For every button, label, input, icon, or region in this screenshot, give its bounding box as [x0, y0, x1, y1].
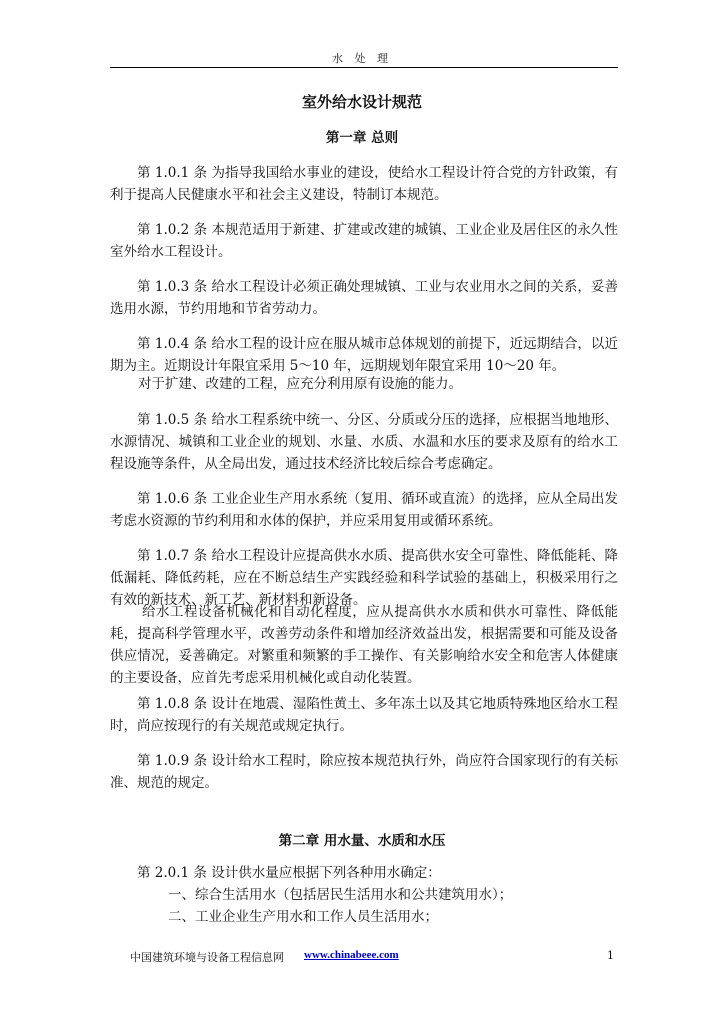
footer-site-name: 中国建筑环境与设备工程信息网 — [130, 951, 284, 964]
article-number: 第 1.0.5 条 — [137, 412, 208, 428]
article-text: 为指导我国给水事业的建设，使给水工程设计符合党的方针政策，有利于提高人民健康水平和社会主义建设，特制订本规范。 — [110, 165, 618, 203]
article-text: 给水工程系统中统一、分区、分质或分压的选择，应根据当地地形、水源情况、城镇和工业企业的规划、水量、水质、水温和水压的要求及原有的给水工程设施等条件，从全局出发，通过技术经济比较后综合考虑确定。 — [110, 412, 618, 472]
article-text: 给水工程设计必须正确处理城镇、工业与农业用水之间的关系，妥善选用水源，节约用地和节省劳动力。 — [110, 279, 618, 317]
list-item: 二、工业企业生产用水和工作人员生活用水； — [168, 909, 438, 925]
article-number: 第 1.0.8 条 — [137, 696, 208, 712]
article-number: 第 1.0.3 条 — [137, 279, 208, 295]
running-header: 水 处 理 — [332, 52, 392, 65]
article-number: 第 1.0.4 条 — [137, 336, 208, 352]
article-number: 第 1.0.7 条 — [137, 548, 208, 564]
article-2-0-1 — [110, 862, 618, 884]
article-text: 设计给水工程时，除应按本规范执行外，尚应符合国家现行的有关标准、规范的规定。 — [110, 753, 618, 791]
page-footer — [130, 949, 618, 967]
article-1-0-3 — [110, 276, 618, 320]
article-text: 工业企业生产用水系统（复用、循环或直流）的选择，应从全局出发考虑水资源的节约利用和水体的保护，并应采用复用或循环系统。 — [110, 491, 618, 529]
article-text: 给水工程设计应提高供水水质、提高供水安全可靠性、降低能耗、降低漏耗、降低药耗，应在不断总结生产实践经验和科学试验的基础上，积极采用行之有效的新技术、新工艺、新材料和新设备。 — [110, 548, 618, 608]
article-text: 本规范适用于新建、扩建或改建的城镇、工业企业及居住区的永久性室外给水工程设计。 — [110, 222, 618, 260]
article-text: 设计在地震、湿陷性黄土、多年冻土以及其它地质特殊地区给水工程时，尚应按现行的有关规范或规定执行。 — [110, 696, 618, 734]
chapter-2-title: 第二章 用水量、水质和水压 — [278, 833, 446, 849]
article-number: 第 1.0.1 条 — [137, 165, 208, 181]
article-1-0-1 — [110, 162, 618, 206]
article-1-0-6 — [110, 488, 618, 532]
article-1-0-8 — [110, 693, 618, 737]
article-number: 第 1.0.9 条 — [137, 753, 208, 769]
article-1-0-5 — [110, 409, 618, 475]
article-1-0-7-extra: 给水工程设备机械化和自动化程度，应从提高供水水质和供水可靠性、降低能耗，提高科学管理水平，改善劳动条件和增加经济效益出发，根据需要和可能及设备供应情况，妥善确定。对繁重和频繁的手工操作、有关影响给水安全和危害人体健康的主要设备，应首先考虑采用机械化或自动化装置。 — [110, 604, 618, 686]
page-number: 1 — [607, 949, 614, 962]
article-1-0-4-extra: 对于扩建、改建的工程，应充分利用原有设施的能力。 — [138, 376, 462, 392]
article-1-0-4 — [110, 333, 618, 377]
article-number: 第 2.0.1 条 — [137, 865, 207, 881]
document-title: 室外给水设计规范 — [301, 93, 422, 111]
list-item: 一、综合生活用水（包括居民生活用水和公共建筑用水）； — [168, 887, 513, 903]
article-text: 设计供水量应根据下列各种用水确定： — [211, 865, 441, 881]
article-1-0-9 — [110, 750, 618, 794]
article-number: 第 1.0.2 条 — [137, 222, 208, 238]
article-1-0-2 — [110, 219, 618, 263]
footer-url-link[interactable]: www.chinabeee.com — [304, 949, 399, 961]
article-number: 第 1.0.6 条 — [137, 491, 208, 507]
chapter-1-title: 第一章 总则 — [325, 130, 399, 146]
header-divider — [110, 67, 618, 68]
article-text: 给水工程的设计应在服从城市总体规划的前提下，近远期结合，以近期为主。近期设计年限宜采用 5～10 年，远期规划年限宜采用 10～20 年。 — [110, 336, 618, 374]
